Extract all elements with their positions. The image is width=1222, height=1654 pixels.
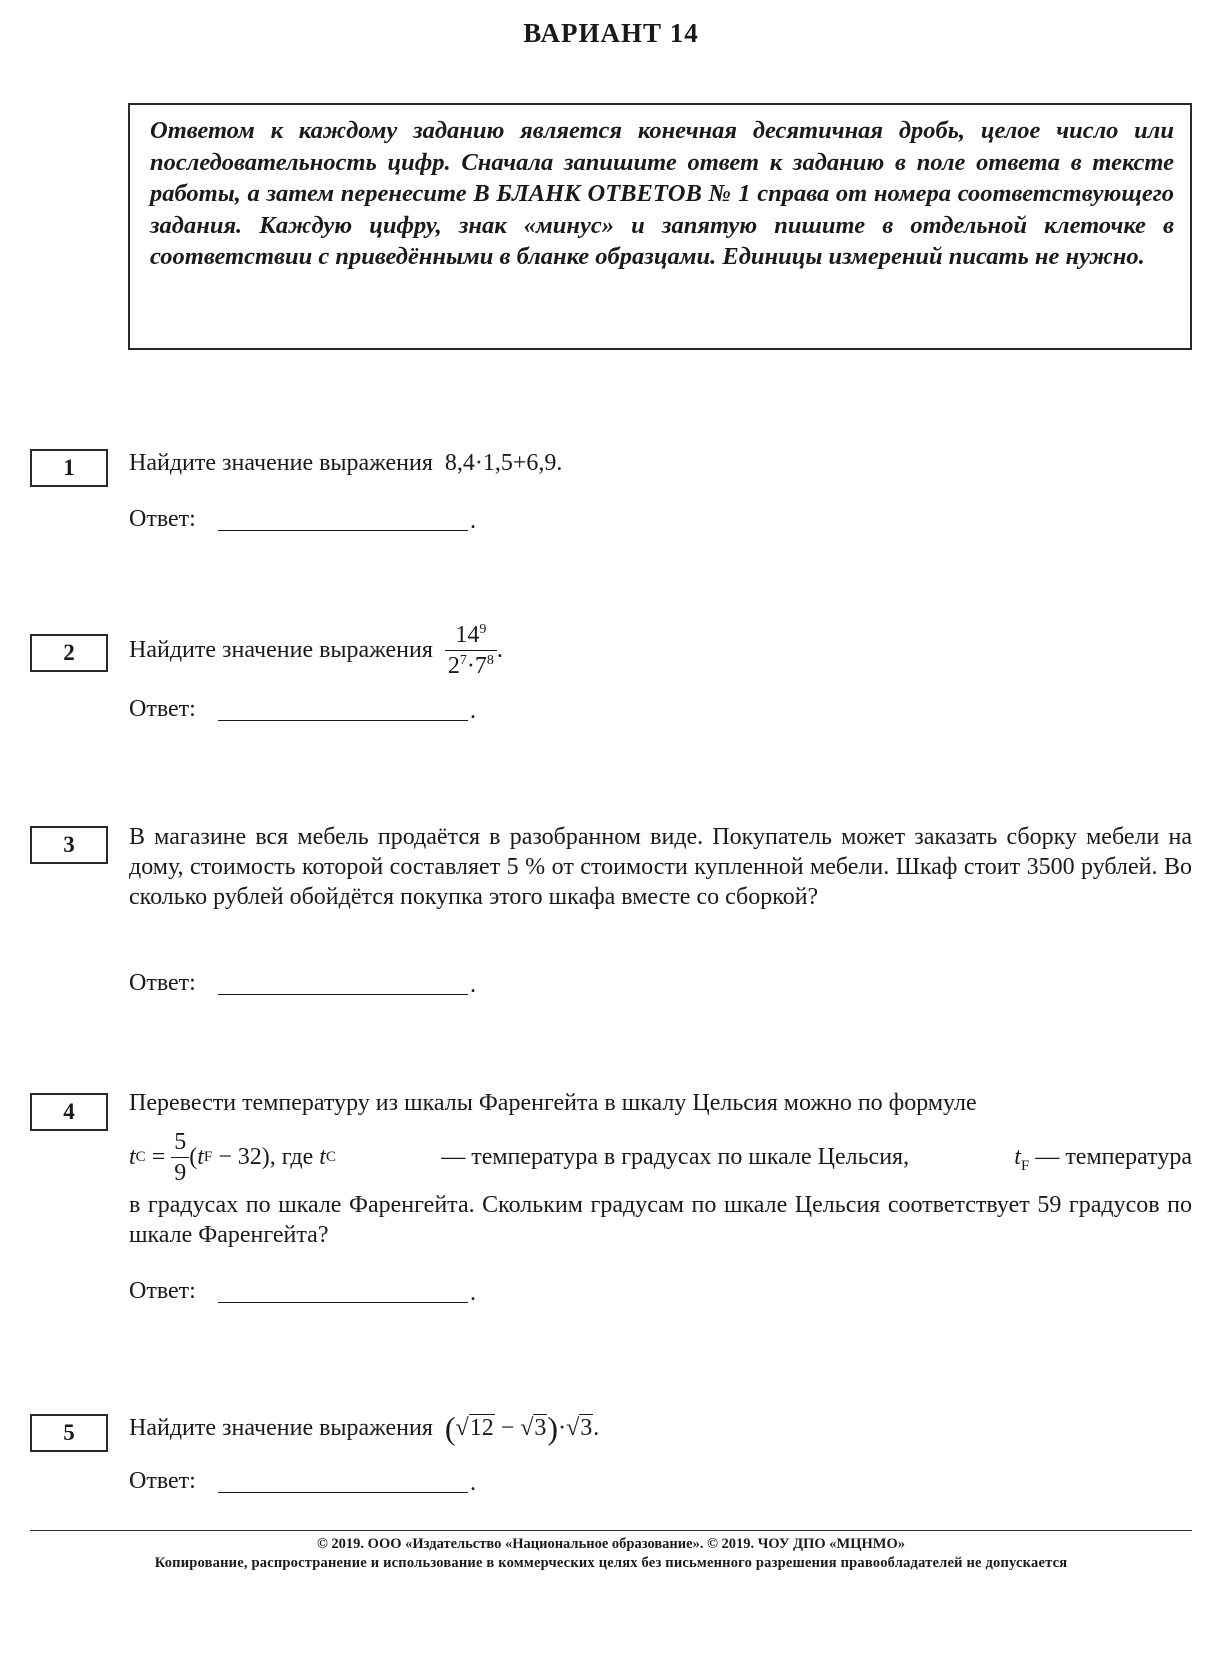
page-title: ВАРИАНТ 14	[523, 18, 699, 48]
task-4-tf-term	[1014, 1142, 1192, 1172]
task-1-answer-label: Ответ:	[129, 506, 196, 532]
footer-copyright: © 2019. ООО «Издательство «Национальное образование». © 2019. ЧОУ ДПО «МЦНМО»	[316, 1536, 906, 1552]
task-2-prompt: Найдите значение выражения	[129, 637, 433, 663]
task-5-answer-field[interactable]	[218, 1492, 468, 1493]
task-2-den-base2: 7	[474, 652, 487, 679]
task-4-fraction	[171, 1129, 189, 1186]
task-2-period: .	[496, 637, 503, 663]
task-5-minus: −	[494, 1415, 521, 1441]
task-5-prompt: Найдите значение выражения	[129, 1415, 433, 1441]
task-5-rad2: 3	[534, 1415, 547, 1441]
task-4-line3: в градусах по шкале Фаренгейта. Скольким градусам по шкале Цельсия соответствует 59 градусов по шкале Фаренгейта?	[129, 1192, 1192, 1248]
task-number-1: 1	[30, 449, 108, 487]
task-number-2: 2	[30, 634, 108, 672]
instructions-text: Ответом к каждому заданию является конечная десятичная дробь, целое число или последовательность цифр. Сначала запишите ответ к заданию в поле ответа в тексте работы, а затем перенесите В БЛАНК ОТВЕТОВ № 1 справа от номера соответствующего задания. Каждую цифру, знак «минус» и запятую пишите в отдельной клеточке в соответствии с приведёнными в бланке образцами. Единицы измерений писать не нужно.	[150, 117, 1174, 270]
task-1-prompt: Найдите значение выражения	[129, 450, 433, 476]
task-2-answer-field[interactable]	[218, 720, 468, 721]
task-4-tf-sub2: F	[1020, 1157, 1030, 1174]
task-5-sqrt-12	[456, 1413, 495, 1443]
task-4-tf-var: t	[197, 1144, 204, 1170]
task-2-num-base: 14	[455, 621, 480, 648]
footer-notice: Копирование, распространение и использование в коммерческих целях без письменного разрешения правообладателей не допускается	[154, 1555, 1068, 1571]
task-5-answer-end: .	[470, 1470, 476, 1496]
task-4-minus32: − 32)	[212, 1144, 270, 1170]
task-5-rad1: 12	[469, 1415, 494, 1441]
task-4-frac-num: 5	[171, 1129, 189, 1158]
task-4-mid1: — температура в градусах по шкале Цельсия,	[435, 1144, 916, 1170]
task-5-question	[129, 1408, 599, 1448]
task-4-formula: t C = $\frac{5}{9}$ ( t F − 32) , где t C	[129, 1128, 336, 1186]
task-4-tc-var: t	[129, 1144, 136, 1170]
task-4-answer-label: Ответ:	[129, 1278, 196, 1304]
task-4-paren-open: (	[189, 1144, 198, 1170]
task-4-formula-line	[129, 1128, 1192, 1186]
task-1-expression: 8,4·1,5+6,9.	[444, 450, 563, 476]
task-3-answer-field[interactable]	[218, 994, 468, 995]
task-number-5: 5	[30, 1414, 108, 1452]
task-2-den-exp2: 8	[486, 652, 494, 668]
task-5-answer-label: Ответ:	[129, 1468, 196, 1494]
task-2-den-base1: 2	[447, 652, 460, 679]
task-5-sqrt-3b	[566, 1413, 593, 1443]
task-5-period: .	[593, 1415, 600, 1441]
task-4-eq: =	[145, 1144, 172, 1170]
sqrt-icon: √	[566, 1415, 580, 1441]
task-4-where: , где	[269, 1144, 320, 1170]
task-4-tf-var2: t	[1014, 1144, 1021, 1170]
task-4-answer-end: .	[470, 1280, 476, 1306]
task-1-answer-end: .	[470, 508, 476, 534]
task-5-paren-close: )	[547, 1410, 559, 1446]
footer-divider	[30, 1530, 1192, 1531]
task-1-question	[129, 448, 562, 478]
task-number-3: 3	[30, 826, 108, 864]
task-5-dot: ·	[558, 1415, 567, 1441]
task-5-paren-open: (	[444, 1410, 456, 1446]
task-1-answer-field[interactable]	[218, 530, 468, 531]
task-2-answer-label: Ответ:	[129, 696, 196, 722]
task-2-denominator	[445, 651, 497, 679]
task-4-tc-var2: t	[319, 1144, 326, 1170]
task-5-sqrt-3a	[520, 1413, 547, 1443]
task-4-answer-field[interactable]	[218, 1302, 468, 1303]
task-3-question: В магазине вся мебель продаётся в разобранном виде. Покупатель может заказать сборку мебели на дому, стоимость которой составляет 5 % от стоимости купленной мебели. Шкаф стоит 3500 рублей. Во сколько рублей обойдётся покупка этого шкафа вместе со сборкой?	[129, 824, 1192, 910]
task-2-fraction	[445, 622, 497, 679]
task-2-answer-end: .	[470, 698, 476, 724]
task-2-den-exp1: 7	[459, 652, 467, 668]
task-number-4: 4	[30, 1093, 108, 1131]
sqrt-icon: √	[455, 1415, 469, 1441]
task-4-line1: Перевести температуру из шкалы Фаренгейта в шкалу Цельсия можно по формуле	[129, 1090, 977, 1116]
task-3-answer-end: .	[470, 972, 476, 998]
task-5-rad3: 3	[580, 1415, 593, 1441]
task-4-frac-den: 9	[174, 1159, 187, 1186]
task-2-question	[129, 620, 503, 680]
task-4-mid2: — температура	[1029, 1144, 1192, 1170]
instructions-box	[128, 103, 1192, 350]
task-3-answer-label: Ответ:	[129, 970, 196, 996]
task-2-den-dot: ·	[466, 652, 475, 679]
task-2-num-exp: 9	[479, 621, 487, 637]
task-2-numerator	[445, 622, 497, 651]
sqrt-icon: √	[520, 1415, 534, 1441]
